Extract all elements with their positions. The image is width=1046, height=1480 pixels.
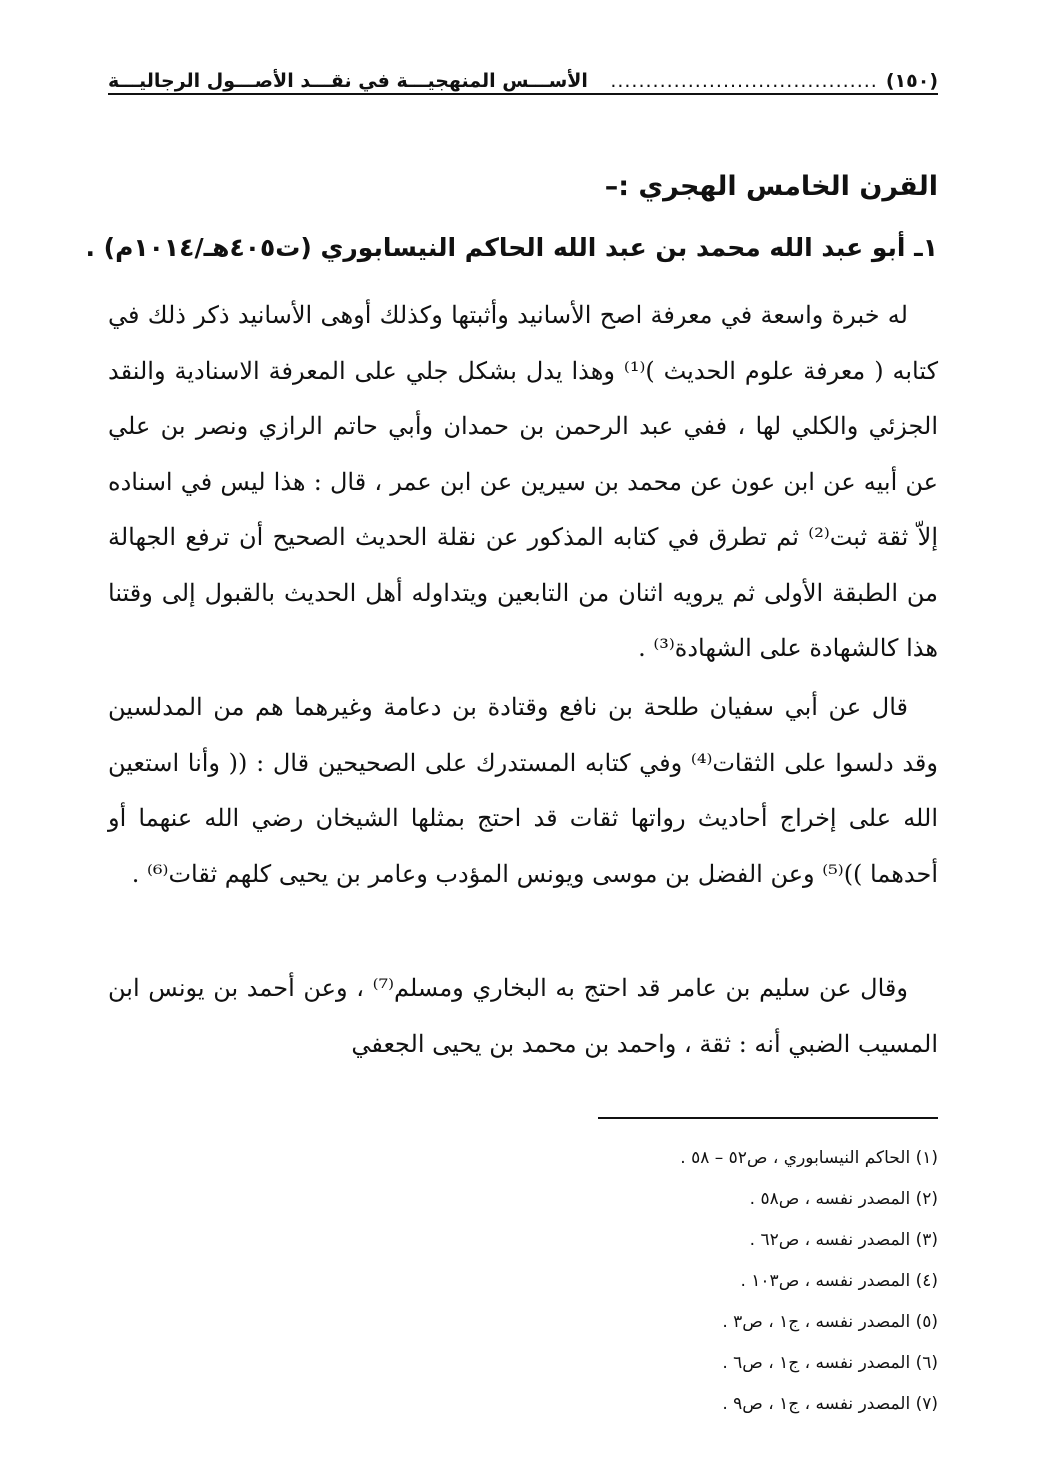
footnote: (٢) المصدر نفسه ، ص٥٨ . [749,1189,938,1209]
footnotes-list [108,1138,938,1425]
header-rule [108,93,938,95]
running-title: الأســـس المنهجيـــة في نقـــد الأصـــول الرجاليـــة [108,70,588,92]
footnote: (٦) المصدر نفسه ، ج١ ، ص٦ . [722,1353,938,1373]
footnote-separator [598,1117,938,1119]
header-leader-dots: ...................................... [610,70,878,92]
page-number: (١٥٠) [885,70,938,92]
body-paragraph: له خبرة واسعة في معرفة اصح الأسانيد وأثبتها وكذلك أوهى الأسانيد ذكر ذلك في كتابه ( معرفة علوم الحديث )⁽¹⁾ وهذا يدل بشكل جلي على المعرفة الاسنادية والنقد الجزئي والكلي لها ، ففي عبد الرحمن بن حمدان وأبي حاتم الرازي ونصر بن علي عن أبيه عن ابن عون عن محمد بن سيرين عن ابن عمر ، قال : هذا ليس في اسناده إلاّ ثقة ثبت⁽²⁾ ثم تطرق في كتابه المذكور عن نقلة الحديث الصحيح أن ترفع الجهالة من الطبقة الأولى ثم يرويه اثنان من التابعين ويتداوله أهل الحديث بالقبول إلى وقتنا هذا كالشهادة على الشهادة⁽³⁾ . [108,301,939,662]
footnote: (٥) المصدر نفسه ، ج١ ، ص٣ . [722,1312,938,1332]
section-heading: القرن الخامس الهجري :– [604,171,938,202]
footnote: (٤) المصدر نفسه ، ص١٠٣ . [740,1271,938,1291]
running-header [108,58,938,92]
footnote: (٧) المصدر نفسه ، ج١ ، ص٩ . [722,1394,938,1414]
footnote: (١) الحاكم النيسابوري ، ص٥٢ – ٥٨ . [680,1148,938,1168]
body-paragraph: وقال عن سليم بن عامر قد احتج به البخاري ومسلم⁽⁷⁾ ، وعن أحمد بن يونس ابن المسيب الضبي أنه : ثقة ، واحمد بن محمد بن يحيى الجعفي [108,974,938,1058]
body-paragraph: قال عن أبي سفيان طلحة بن نافع وقتادة بن دعامة وغيرهما هم من المدلسين وقد دلسوا على الثقات⁽⁴⁾ وفي كتابه المستدرك على الصحيحين قال : (( وأنا استعين الله على إخراج أحاديث رواتها ثقات قد احتج بمثلها الشيخان رضي الله عنهما أو أحدهما ))⁽⁵⁾ وعن الفضل بن موسى ويونس المؤدب وعامر بن يحيى كلهم ثقات⁽⁶⁾ . [108,693,938,888]
entry-heading: ١ـ أبو عبد الله محمد بن عبد الله الحاكم النيسابوري (ت٤٠٥هـ/١٠١٤م) . [85,233,938,262]
footnote: (٣) المصدر نفسه ، ص٦٢ . [749,1230,938,1250]
